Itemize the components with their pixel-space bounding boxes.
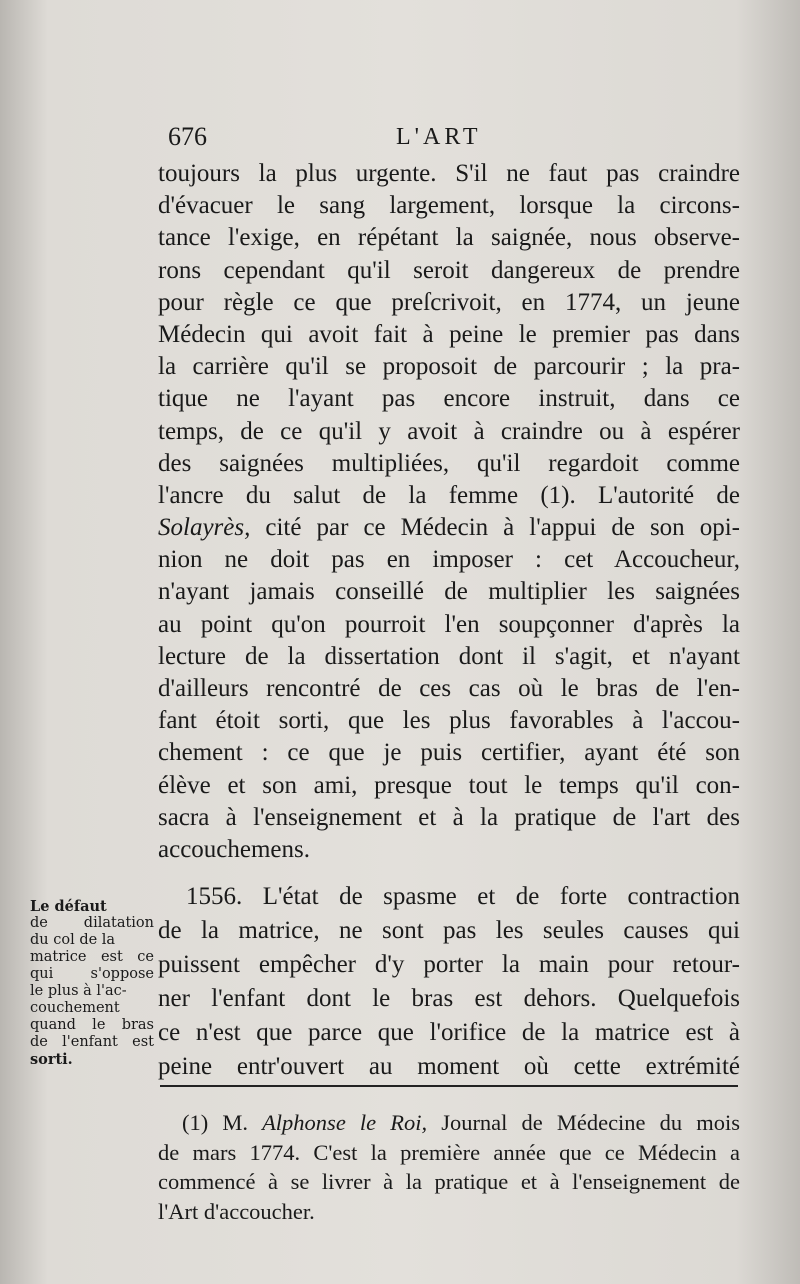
text-line: ner l'enfant dont le bras est dehors. Quelquefois	[158, 985, 740, 1012]
margin-note	[30, 898, 154, 1068]
text-line: 1556. L'état de spasme et de forte contraction	[186, 883, 740, 910]
text-line: accouchemens.	[158, 835, 311, 863]
margin-note-line: sorti.	[30, 1051, 73, 1068]
running-title: L'ART	[396, 124, 482, 150]
text-line: d'ailleurs rencontré de ces cas où le bras de l'en-	[158, 675, 740, 702]
footnote-line-rest: Journal de Médecine du mois	[441, 1110, 740, 1135]
text-line: puissent empêcher d'y porter la main pour retour-	[158, 951, 740, 978]
text-line: Médecin qui avoit fait à peine le premier pas dans	[158, 320, 740, 348]
margin-note-line: couchement	[30, 1000, 120, 1016]
margin-note-line: du col de la	[30, 932, 116, 948]
footnote-line: de mars 1774. C'est la première année que ce Médecin a	[158, 1139, 740, 1165]
footnote-marker: (1) M.	[182, 1110, 248, 1135]
footnote-line: l'Art d'accoucher.	[158, 1198, 315, 1224]
text-line: tance l'exige, en répétant la saignée, nous observe-	[158, 224, 740, 252]
text-line-rest: cité par ce Médecin à l'appui de son opi-	[265, 514, 740, 542]
text-line: chement : ce que je puis certifier, ayant été son	[158, 739, 740, 767]
margin-note-line: qui s'oppose	[30, 966, 154, 982]
text-line: nion ne doit pas en imposer : cet Accoucheur,	[158, 546, 740, 574]
text-line: temps, de ce qu'il y avoit à craindre ou à espérer	[158, 417, 740, 445]
margin-note-line: quand le bras	[30, 1017, 154, 1033]
paragraph-1556	[158, 880, 740, 1084]
text-line: rons cependant qu'il seroit dangereux de prendre	[158, 256, 740, 284]
text-line: pour règle ce que preſcrivoit, en 1774, un jeune	[158, 288, 740, 316]
page-header	[168, 118, 738, 158]
margin-note-line: de l'enfant est	[30, 1034, 154, 1050]
text-line: sacra à l'enseignement et à la pratique de l'art des	[158, 803, 740, 831]
text-line-with-italic	[158, 512, 740, 544]
text-line: fant étoit sorti, que les plus favorables à l'accou-	[158, 707, 740, 735]
margin-note-line: matrice est ce	[30, 949, 154, 965]
italic-name-solayres: Solayrès,	[158, 514, 251, 542]
text-line: tique ne l'ayant pas encore instruit, dans ce	[158, 385, 740, 413]
footnote-line: commencé à se livrer à la pratique et à l'enseignement de	[158, 1169, 740, 1194]
text-line: des saignées multipliées, qu'il regardoit comme	[158, 449, 740, 477]
text-line: peine entr'ouvert au moment où cette extrémité	[158, 1053, 740, 1080]
text-line: toujours la plus urgente. S'il ne faut pas craindre	[158, 160, 740, 187]
text-line: au point qu'on pourroit l'en soupçonner d'après la	[158, 610, 740, 638]
text-line: lecture de la dissertation dont il s'agit, et n'ayant	[158, 642, 740, 670]
page-number: 676	[168, 122, 207, 151]
main-text	[158, 158, 740, 866]
margin-note-line: de dilatation	[30, 915, 154, 931]
footnote-line	[158, 1108, 740, 1138]
margin-note-line: Le défaut	[30, 898, 107, 915]
text-line: d'évacuer le sang largement, lorsque la circons-	[158, 192, 740, 220]
text-line: la carrière qu'il se proposoit de parcourir ; la pra-	[158, 353, 740, 381]
footnote-divider	[160, 1085, 738, 1087]
text-line: élève et son ami, presque tout le temps qu'il con-	[158, 771, 740, 799]
text-line: de la matrice, ne sont pas les seules causes qui	[158, 917, 740, 944]
text-line: n'ayant jamais conseillé de multiplier les saignées	[158, 578, 740, 606]
footnote	[158, 1108, 740, 1226]
text-line: ce n'est que parce que l'orifice de la matrice est à	[158, 1019, 740, 1046]
italic-name-alphonse-le-roi: Alphonse le Roi,	[262, 1110, 428, 1135]
margin-note-line: le plus à l'ac-	[30, 983, 127, 999]
text-line: l'ancre du salut de la femme (1). L'autorité de	[158, 481, 740, 509]
